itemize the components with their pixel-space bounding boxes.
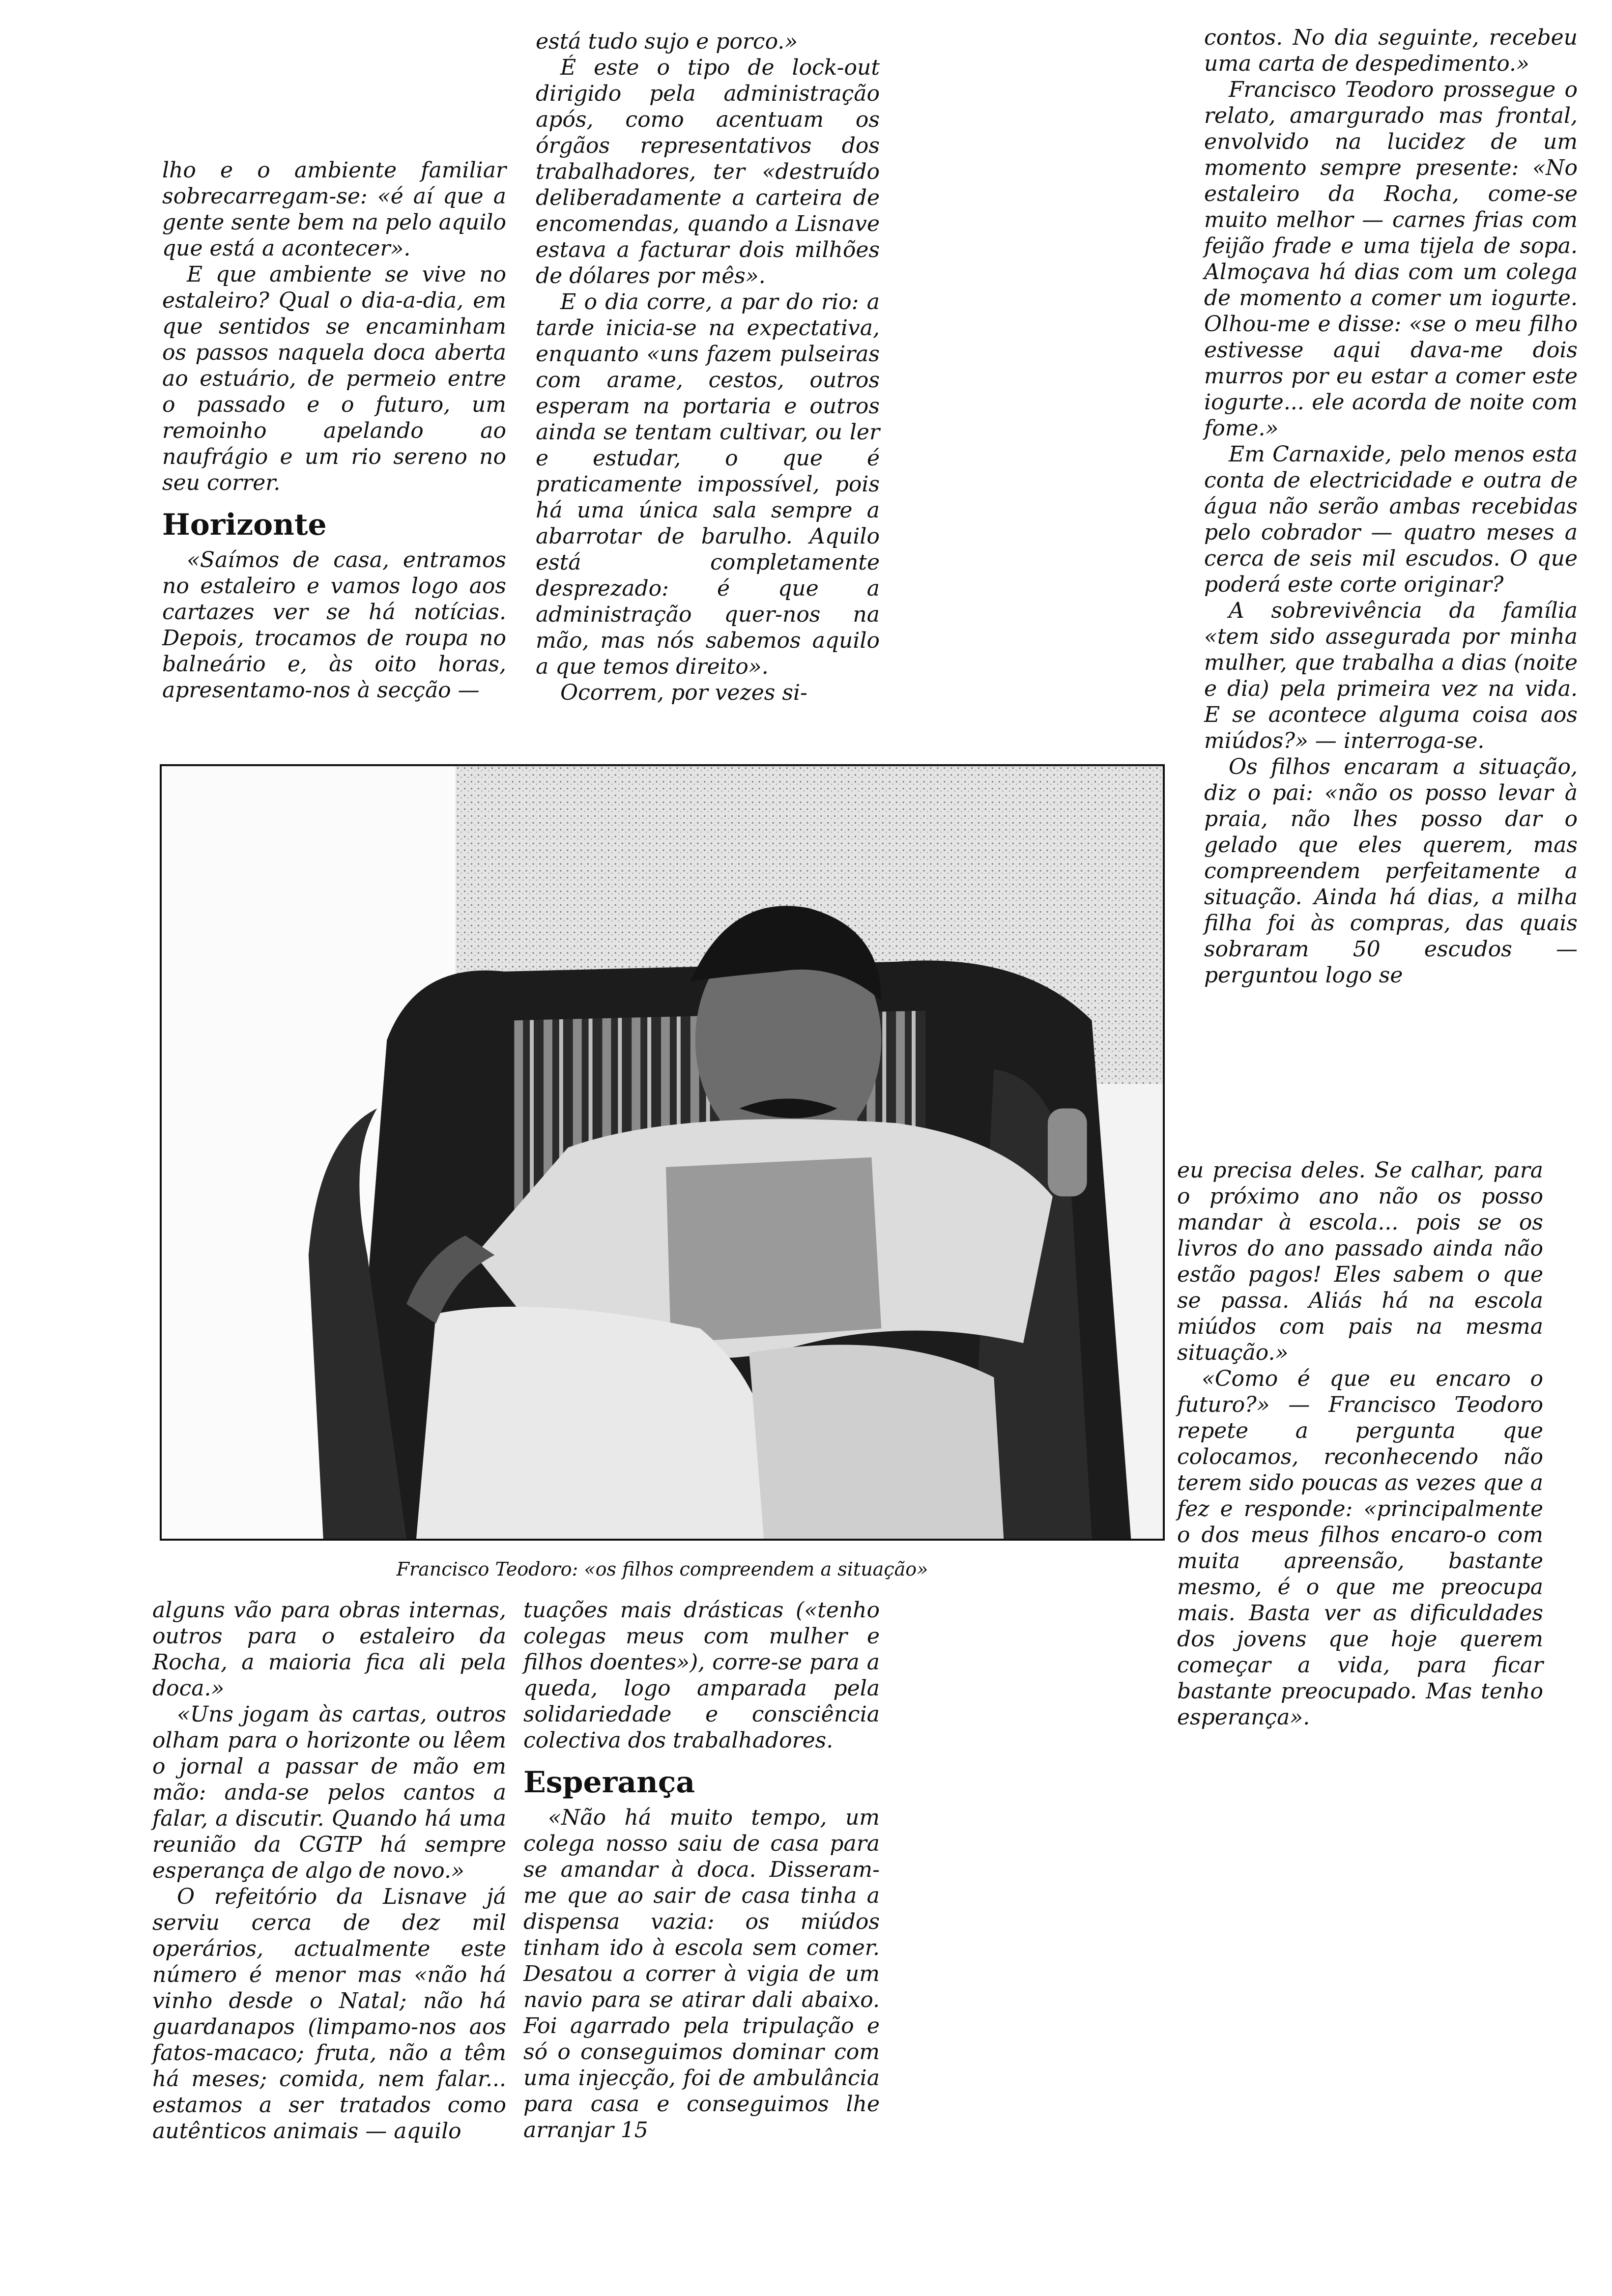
article-column-4 — [152, 1597, 506, 2144]
paragraph: «Não há muito tempo, um colega nosso saiu de casa para se amandar à doca. Disseram-me que ao sair de casa tinha a dispensa vazia: os miúdos tinham ido à escola sem comer. Desatou a correr à vigia de um navio para se atirar dali abaixo. Foi agarrado pela tripulação e só o conseguimos dominar com uma injecção, foi de ambulância para casa e conseguimos lhe arranjar 15 — [523, 1805, 880, 2143]
photo-francisco-teodoro — [160, 764, 1165, 1541]
photo-caption: Francisco Teodoro: «os filhos compreendem a situação» — [396, 1558, 928, 1580]
paragraph: eu precisa deles. Se calhar, para o próximo ano não os posso mandar à escola... pois se os livros do ano passado ainda não estão pagos! Eles sabem o que se passa. Aliás há na escola miúdos com pais na mesma situação.» — [1177, 1158, 1543, 1365]
paragraph: «Uns jogam às cartas, outros olham para o horizonte ou lêem o jornal a passar de mão em mão: anda-se pelos cantos a falar, a discutir. Quando há uma reunião da CGTP há sempre esperança de algo de novo.» — [152, 1702, 506, 1883]
paragraph: É este o tipo de lock-out dirigido pela administração após, como acentuam os órgãos representativos dos trabalhadores, ter «destruído deliberadamente a carteira de encomendas, quando a Lisnave estava a facturar dois milhões de dólares por mês». — [536, 55, 880, 288]
paragraph: «Como é que eu encaro o futuro?» — Francisco Teodoro repete a pergunta que colocamos, reconhecendo não terem sido poucas as vezes que a fez e responde: «principalmente o dos meus filhos encaro-o com muita apreensão, bastante mesmo, é o que me preocupa mais. Basta ver as dificuldades dos jovens que hoje querem começar a vida, para ficar bastante preocupado. Mas tenho esperança». — [1177, 1366, 1543, 1730]
paragraph: Os filhos encaram a situação, diz o pai: «não os posso levar à praia, não lhes posso dar o gelado que eles querem, mas compreendem perfeitamente a situação. Ainda há dias, a milha filha foi às compras, das quais sobraram 50 escudos — perguntou logo se — [1204, 754, 1578, 988]
paragraph: contos. No dia seguinte, recebeu uma carta de despedimento.» — [1204, 25, 1578, 76]
article-column-3 — [1204, 25, 1578, 988]
section-heading-esperanca: Esperança — [523, 1765, 695, 1800]
paragraph: «Saímos de casa, entramos no estaleiro e vamos logo aos cartazes ver se há notícias. Depois, trocamos de roupa no balneário e, às oito horas, apresentamo-nos à secção — — [162, 547, 506, 703]
paragraph: tuações mais drásticas («tenho colegas meus com mulher e filhos doentes»), corre-se para a queda, logo amparada pela solidariedade e consciência colectiva dos trabalhadores. — [523, 1598, 880, 1753]
article-column-1 — [162, 157, 506, 703]
armchair-man-photo — [162, 766, 1163, 1539]
section-heading-horizonte: Horizonte — [162, 508, 327, 542]
paragraph: lho e o ambiente familiar sobrecarregam-se: «é aí que a gente sente bem na pelo aquilo que está a acontecer». — [162, 158, 506, 261]
paragraph: E que ambiente se vive no estaleiro? Qual o dia-a-dia, em que sentidos se encaminham os passos naquela doca aberta ao estuário, de permeio entre o passado e o futuro, um remoinho apelando ao naufrágio e um rio sereno no seu correr. — [162, 262, 506, 495]
article-column-3-continued — [1177, 1157, 1543, 1730]
article-column-2 — [536, 29, 880, 706]
paragraph: alguns vão para obras internas, outros para o estaleiro da Rocha, a maioria fica ali pela doca.» — [152, 1598, 506, 1701]
paragraph: está tudo sujo e porco.» — [536, 29, 798, 54]
paragraph: Francisco Teodoro prossegue o relato, amargurado mas frontal, envolvido na lucidez de um momento sempre presente: «No estaleiro da Rocha, come-se muito melhor — carnes frias com feijão frade e uma tijela de sopa. Almoçava há dias com um colega de momento a comer um iogurte. Olhou-me e disse: «se o meu filho estivesse aqui dava-me dois murros por eu estar a comer este iogurte... ele acorda de noite com fome.» — [1204, 77, 1578, 441]
paragraph: Em Carnaxide, pelo menos esta conta de electricidade e outra de água não serão ambas recebidas pelo cobrador — quatro meses a cerca de seis mil escudos. O que poderá este corte originar? — [1204, 442, 1578, 597]
paragraph: E o dia corre, a par do rio: a tarde inicia-se na expectativa, enquanto «uns fazem pulseiras com arame, cestos, outros esperam na portaria e outros ainda se tentam cultivar, ou ler e estudar, o que é praticamente impossível, pois há uma única sala sempre a abarrotar de barulho. Aquilo está completamente desprezado: é que a administração quer-nos na mão, mas nós sabemos aquilo a que temos direito». — [536, 289, 880, 679]
paragraph: O refeitório da Lisnave já serviu cerca de dez mil operários, actualmente este número é menor mas «não há vinho desde o Natal; não há guardanapos (limpamo-nos aos fatos-macaco; fruta, não a têm há meses; comida, nem falar... estamos a ser tratados como autênticos animais — aquilo — [152, 1884, 506, 2144]
paragraph: A sobrevivência da família «tem sido assegurada por minha mulher, que trabalha a dias (noite e dia) pela primeira vez na vida. E se acontece alguma coisa aos miúdos?» — interroga-se. — [1204, 598, 1578, 753]
article-column-5 — [523, 1597, 880, 2143]
paragraph: Ocorrem, por vezes si- — [560, 680, 807, 705]
